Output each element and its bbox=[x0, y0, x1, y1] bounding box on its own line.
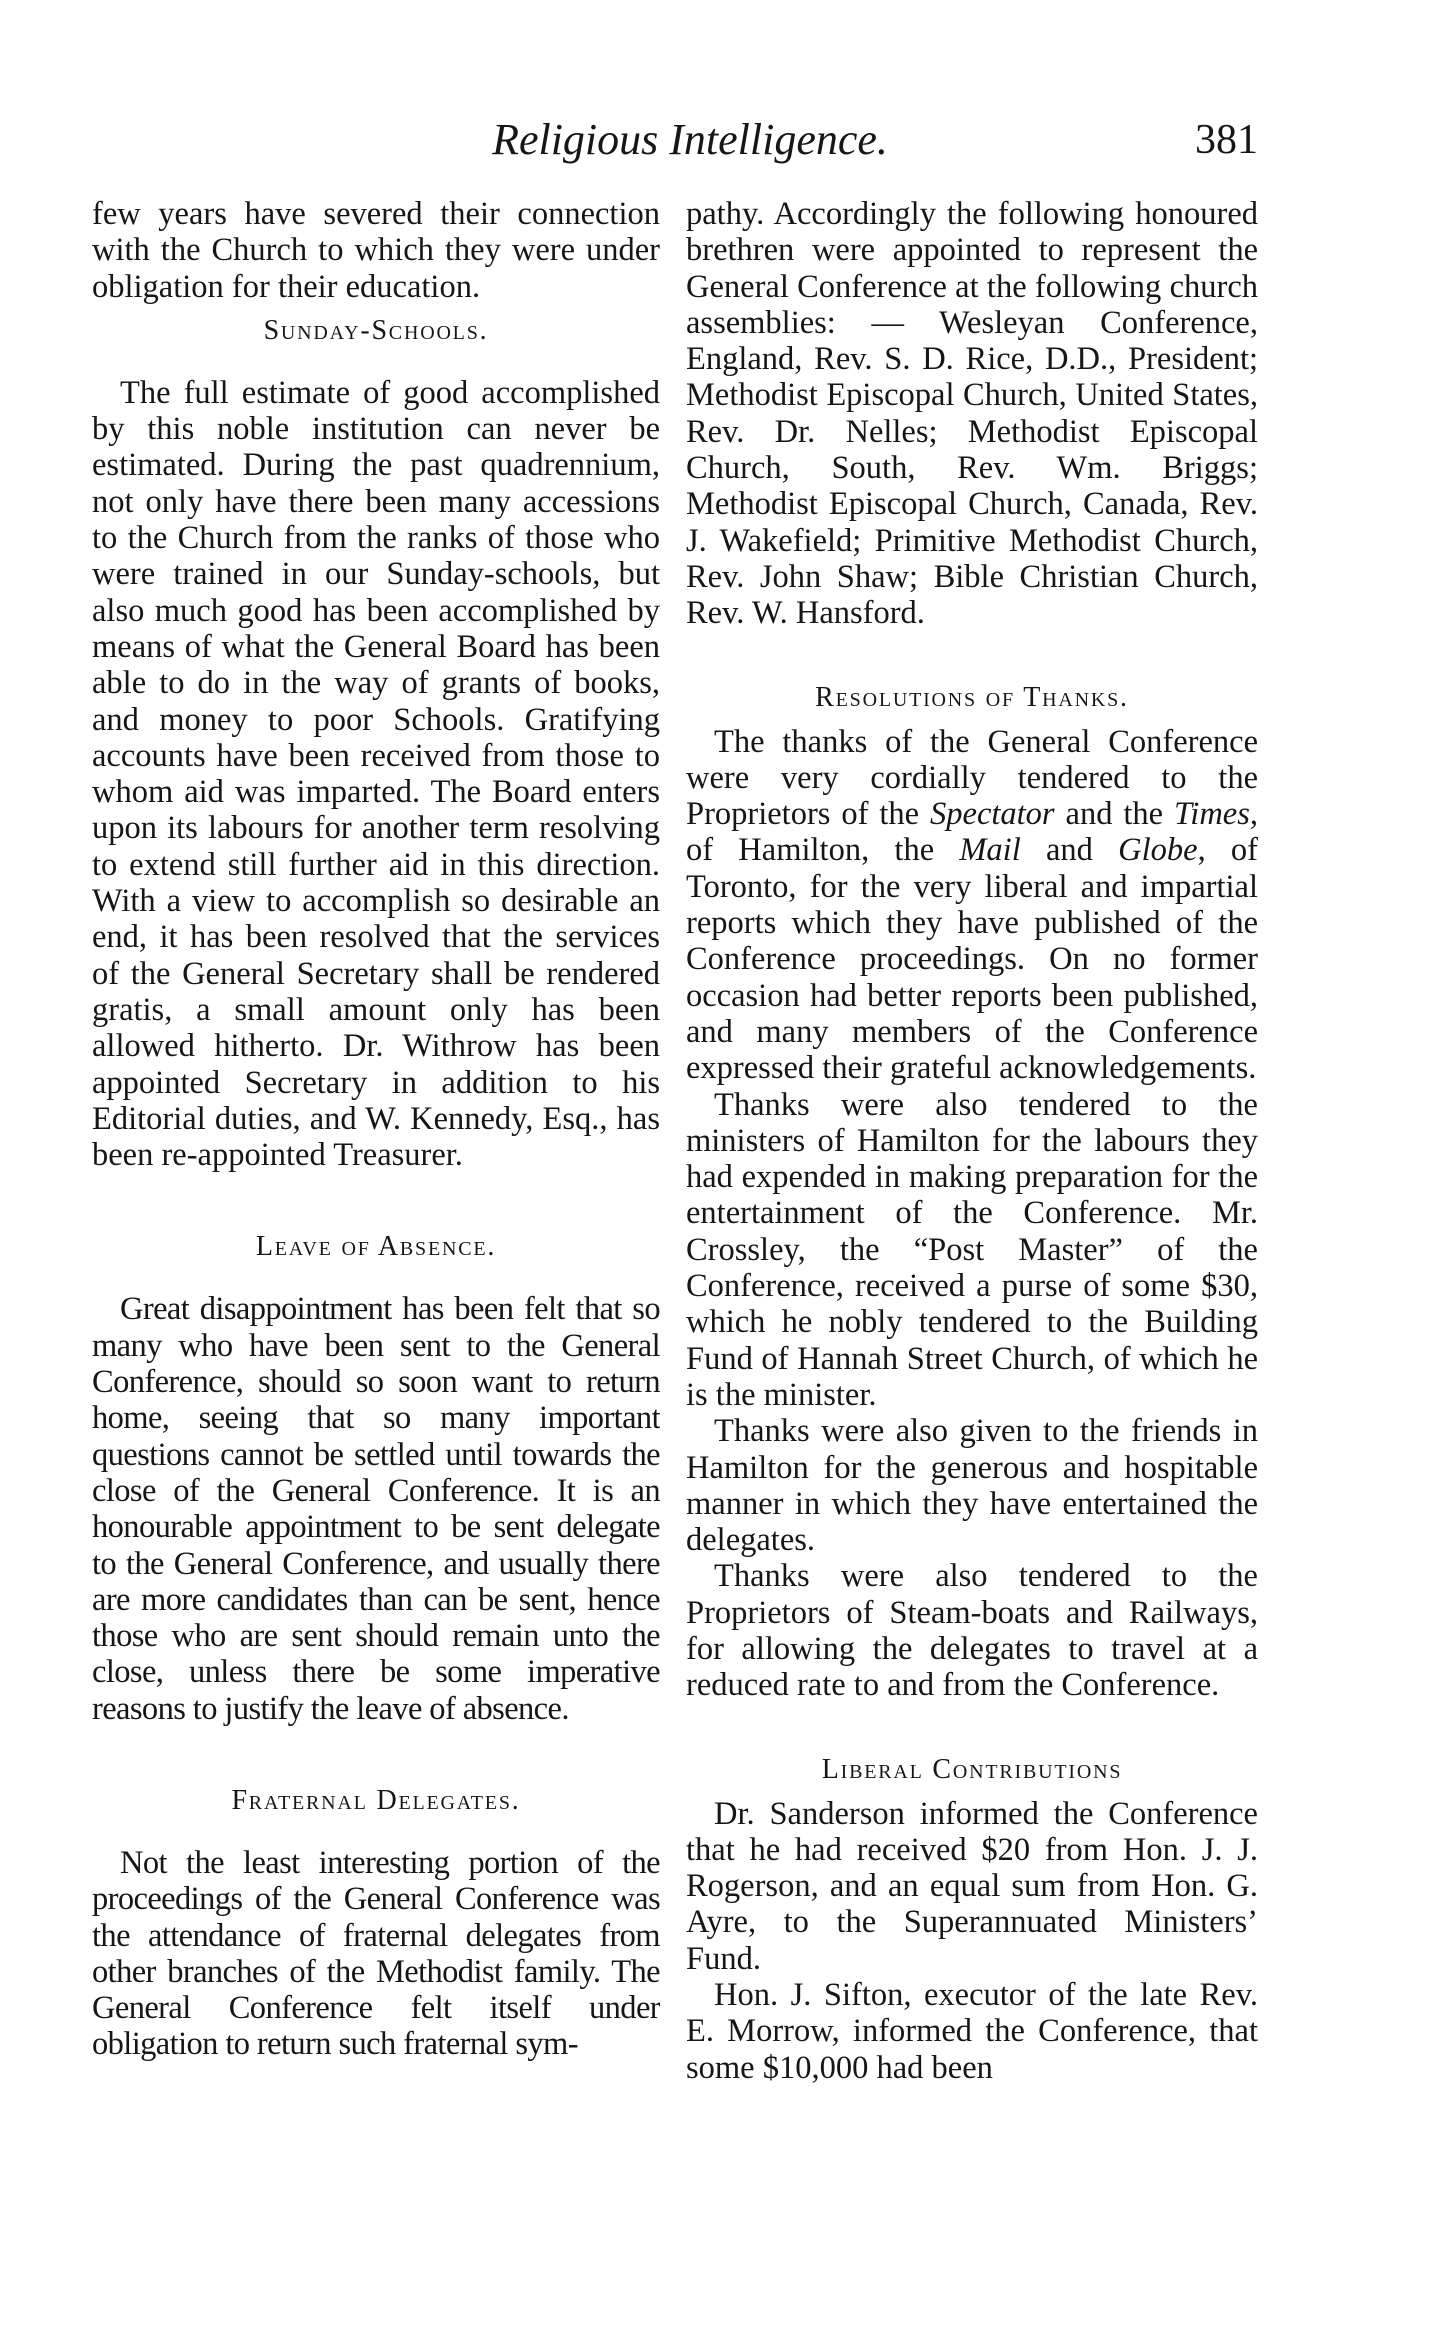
contributions-sifton-paragraph: Hon. J. Sifton, executor of the late Rev. E. Morrow, informed the Conference, that some $10,000 had been bbox=[686, 1977, 1258, 2086]
thanks-newspapers-text-5: , of Toronto, for the very liberal and impartial reports which they have published of the Conference proceedings. On no former occasion had better reports been published, and many members of the Conference expressed their grateful acknowledgements. bbox=[686, 832, 1258, 1087]
contributions-sanderson-paragraph: Dr. Sanderson informed the Conference that he had received $20 from Hon. J. J. Rogerson, and an equal sum from Hon. G. Ayre, to the Superannuated Ministers’ Fund. bbox=[686, 1795, 1258, 1977]
section-heading-liberal-contributions: Liberal Contributions bbox=[821, 1753, 1123, 1785]
section-heading-fraternal-delegates: Fraternal Delegates. bbox=[231, 1784, 521, 1816]
thanks-friends-paragraph: Thanks were also given to the friends in Hamilton for the generous and hospitable manner in which they have entertained the delegates. bbox=[686, 1413, 1258, 1559]
thanks-newspapers-paragraph bbox=[686, 724, 1258, 1087]
left-column bbox=[92, 196, 660, 2326]
sunday-schools-paragraph: The full estimate of good accomplished by this noble institution can never be estimated. During the past quadrennium, not only have there been many accessions to the Church from the ranks of those who were trained in our Sunday-schools, but also much good has been accomplished by means of what the General Board has been able to do in the way of grants of books, and money to poor Schools. Gratifying accounts have been received from those to whom aid was imparted. The Board enters upon its labours for another term resolving to extend still further aid in this direction. With a view to accomplish so desirable an end, it has been resolved that the services of the General Secretary shall be rendered gratis, a small amount only has been allowed hitherto. Dr. Withrow has been appointed Secretary in addition to his Editorial duties, and W. Kennedy, Esq., has been re-appointed Treasurer. bbox=[92, 374, 660, 1174]
thanks-newspapers-text-2: and the bbox=[1054, 796, 1175, 833]
section-heading-resolutions-of-thanks: Resolutions of Thanks. bbox=[815, 681, 1129, 713]
right-column bbox=[686, 196, 1258, 2326]
newspaper-title-times: Times bbox=[1174, 796, 1250, 833]
section-heading-leave-of-absence: Leave of Absence. bbox=[255, 1231, 497, 1263]
thanks-newspapers-text-4: and bbox=[1020, 832, 1119, 869]
thanks-transport-paragraph: Thanks were also tendered to the Proprietors of Steam-boats and Railways, for allowing the delegates to travel at a reduced rate to and from the Conference. bbox=[686, 1558, 1258, 1704]
leave-of-absence-paragraph: Great disappointment has been felt that so many who have been sent to the General Conference, should so soon want to return home, seeing that so many important questions cannot be settled until towards the close of the General Conference. It is an honourable appointment to be sent delegate to the General Conference, and usually there are more candidates than can be sent, hence those who are sent should remain unto the close, unless there be some imperative reasons to justify the leave of absence. bbox=[92, 1291, 660, 1727]
fraternal-delegates-continuation: pathy. Accordingly the following honoured brethren were appointed to represent the General Conference at the following church assemblies: — Wesleyan Conference, England, Rev. S. D. Rice, D.D., President; Methodist Episcopal Church, United States, Rev. Dr. Nelles; Methodist Episcopal Church, South, Rev. Wm. Briggs; Methodist Episcopal Church, Canada, Rev. J. Wakefield; Primitive Methodist Church, Rev. John Shaw; Bible Christian Church, Rev. W. Hansford. bbox=[686, 196, 1258, 632]
newspaper-title-globe: Globe bbox=[1118, 832, 1198, 869]
thanks-newspapers-text-1: The thanks of the General Conference were very cordially tendered to the Proprietors of the bbox=[686, 723, 1258, 833]
fraternal-delegates-paragraph: Not the least interesting portion of the proceedings of the General Conference was the attendance of fraternal delegates from other branches of the Methodist family. The General Conference felt itself under obligation to return such fraternal sym- bbox=[92, 1844, 660, 2063]
section-heading-sunday-schools: Sunday-Schools. bbox=[263, 314, 489, 346]
thanks-newspapers-text-3: , of Hamilton, the bbox=[686, 796, 1258, 869]
newspaper-title-spectator: Spectator bbox=[930, 796, 1055, 833]
running-title: Religious Intelligence. bbox=[492, 115, 888, 164]
page-number: 381 bbox=[1195, 117, 1258, 163]
continued-paragraph: few years have severed their connection with the Church to which they were under obligation for their education. bbox=[92, 196, 660, 305]
newspaper-title-mail: Mail bbox=[959, 832, 1021, 869]
thanks-ministers-paragraph: Thanks were also tendered to the ministers of Hamilton for the labours they had expended in making preparation for the entertainment of the Conference. Mr. Crossley, the “Post Master” of the Conference, received a purse of some $30, which he nobly tendered to the Building Fund of Hannah Street Church, of which he is the minister. bbox=[686, 1086, 1258, 1413]
